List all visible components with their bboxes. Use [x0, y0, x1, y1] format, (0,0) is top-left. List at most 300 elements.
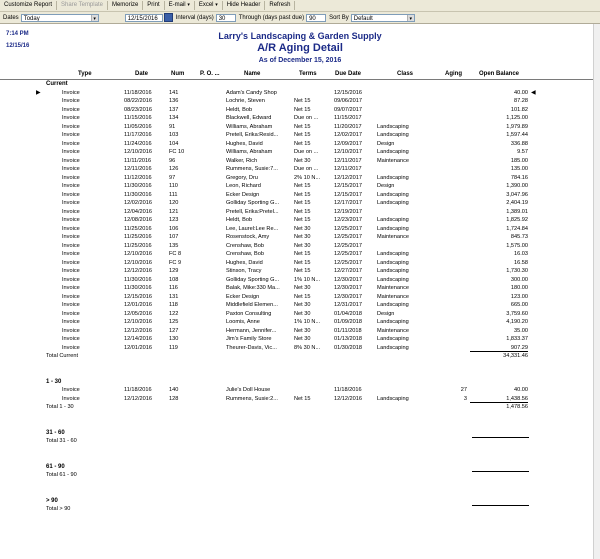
cell-class: Landscaping — [377, 200, 409, 206]
cell-type: Invoice — [62, 387, 80, 393]
spacer — [0, 454, 600, 463]
cell-due-date: 12/09/2017 — [334, 140, 362, 147]
cell-open-balance: 1,979.89 — [506, 123, 528, 130]
cell-type: Invoice — [62, 251, 80, 257]
table-row[interactable] — [0, 233, 600, 242]
cell-num: 104 — [169, 140, 179, 147]
section-header-range-61-90 — [0, 463, 600, 472]
chevron-down-icon: ▾ — [215, 2, 218, 8]
cell-date: 12/10/2016 — [124, 149, 152, 155]
table-row[interactable] — [0, 318, 600, 327]
cell-type: Invoice — [62, 310, 80, 317]
cell-due-date: 12/25/2017 — [334, 251, 362, 257]
cell-open-balance: 665.00 — [510, 302, 528, 308]
cell-aging: 27 — [460, 387, 467, 393]
cell-num: 126 — [169, 166, 179, 172]
cell-type: Invoice — [62, 268, 80, 274]
vertical-scrollbar[interactable] — [593, 24, 600, 559]
cell-due-date: 12/11/2017 — [334, 157, 362, 164]
cell-num: 141 — [169, 89, 179, 96]
cell-date: 11/05/2016 — [124, 123, 152, 130]
cell-name: Rosenstock, Amy — [226, 234, 270, 240]
cell-class: Landscaping — [377, 217, 409, 223]
column-header-class[interactable]: Class — [397, 71, 414, 77]
cell-type: Invoice — [62, 140, 80, 147]
cell-class: Landscaping — [377, 174, 409, 181]
dates-select[interactable] — [21, 14, 99, 22]
cell-class: Landscaping — [377, 319, 409, 325]
total-value: 34,331.46 — [503, 353, 528, 359]
cell-num: 125 — [169, 319, 179, 325]
table-row[interactable] — [0, 225, 600, 234]
cell-terms: Net 15 — [294, 251, 311, 257]
cell-type: Invoice — [62, 174, 80, 181]
share-template-button[interactable]: Share Template — [57, 1, 108, 10]
cell-name: Rummens, Susie:2... — [226, 395, 278, 402]
cell-date: 11/24/2016 — [124, 140, 152, 147]
spacer — [0, 361, 600, 370]
report-date: 12/15/16 — [6, 43, 30, 49]
interval-field[interactable] — [216, 14, 236, 22]
table-row[interactable] — [0, 89, 600, 98]
cell-num: 137 — [169, 106, 179, 113]
cell-due-date: 01/04/2018 — [334, 310, 362, 317]
cell-type: Invoice — [62, 115, 80, 121]
cell-date: 11/25/2016 — [124, 242, 152, 249]
cell-type: Invoice — [62, 344, 80, 351]
cell-class: Maintenance — [377, 285, 410, 291]
cell-num: 119 — [169, 344, 178, 351]
cell-type: Invoice — [62, 123, 80, 130]
cell-class: Landscaping — [377, 132, 409, 138]
table-row[interactable] — [0, 259, 600, 268]
customize-report-button[interactable]: Customize Report — [0, 1, 57, 10]
cell-due-date: 09/07/2017 — [334, 106, 362, 113]
table-row[interactable] — [0, 395, 600, 404]
cell-date: 12/14/2016 — [124, 336, 152, 342]
cell-terms: Net 30 — [294, 310, 311, 317]
column-header-open-balance[interactable]: Open Balance — [479, 71, 520, 77]
section-label: 61 - 90 — [46, 463, 65, 470]
cell-terms: Net 30 — [294, 327, 311, 334]
section-label: 31 - 60 — [46, 429, 65, 436]
cell-due-date: 11/15/2017 — [334, 115, 362, 121]
cell-terms: Net 15 — [294, 191, 311, 198]
chevron-down-icon: ▾ — [407, 15, 414, 21]
cell-class: Landscaping — [377, 336, 409, 342]
cell-date: 08/22/2016 — [124, 98, 152, 104]
sortby-value: Default — [353, 15, 373, 22]
cell-num: 136 — [169, 98, 179, 104]
cell-class: Landscaping — [377, 302, 409, 308]
cell-date: 11/25/2016 — [124, 234, 152, 240]
cell-open-balance: 185.00 — [510, 157, 528, 164]
report-toolbar — [0, 0, 600, 12]
table-row[interactable] — [0, 276, 600, 285]
table-row[interactable] — [0, 191, 600, 200]
column-header-terms[interactable]: Terms — [299, 71, 317, 77]
cell-name: Stinson, Tracy — [226, 268, 262, 274]
column-header-due-date[interactable]: Due Date — [335, 71, 362, 77]
cell-num: 129 — [169, 268, 179, 274]
chevron-down-icon: ▾ — [187, 2, 190, 8]
cell-num: 106 — [169, 225, 179, 232]
cell-terms: Net 30 — [294, 285, 311, 291]
cell-class: Landscaping — [377, 395, 409, 402]
cell-due-date: 12/30/2017 — [334, 285, 362, 291]
cell-open-balance: 4,190.20 — [506, 319, 528, 325]
table-row[interactable] — [0, 97, 600, 106]
cell-date: 11/15/2016 — [124, 115, 152, 121]
cell-due-date: 12/31/2017 — [334, 302, 362, 308]
cell-open-balance: 40.00 — [514, 387, 528, 393]
total-label: Total Current — [46, 353, 79, 359]
column-header-aging[interactable]: Aging — [445, 71, 462, 77]
table-row[interactable] — [0, 344, 600, 353]
cell-due-date: 12/15/2017 — [334, 191, 362, 198]
cell-num: 135 — [169, 242, 179, 249]
cell-date: 12/05/2016 — [124, 310, 152, 317]
cell-num: FC 8 — [169, 251, 182, 257]
cell-num: 107 — [169, 234, 179, 240]
cell-type: Invoice — [62, 98, 80, 104]
cell-name: Theurer-Davis, Vic... — [226, 344, 277, 351]
sortby-label: Sort By — [329, 14, 349, 21]
table-row[interactable] — [0, 140, 600, 149]
table-row[interactable] — [0, 106, 600, 115]
spacer — [0, 488, 600, 497]
email-label: E-mail — [168, 2, 186, 8]
cell-num: 123 — [169, 217, 179, 223]
cell-due-date: 12/15/2017 — [334, 183, 362, 189]
hide-header-button[interactable]: Hide Header — [223, 1, 266, 10]
cell-class: Landscaping — [377, 344, 409, 351]
cell-name: Ecker Design — [226, 293, 260, 300]
cell-terms: Net 15 — [294, 259, 311, 266]
cell-num: 108 — [169, 276, 179, 283]
cell-num: 130 — [169, 336, 179, 342]
refresh-button[interactable]: Refresh — [265, 1, 295, 10]
cell-terms: Due on ... — [294, 166, 319, 172]
cell-type: Invoice — [62, 217, 80, 223]
table-row[interactable] — [0, 242, 600, 251]
cell-due-date: 12/30/2017 — [334, 293, 362, 300]
cell-name: Crenshaw, Bob — [226, 242, 264, 249]
cell-date: 12/15/2016 — [124, 293, 152, 300]
cell-class: Landscaping — [377, 276, 409, 283]
cell-num: 91 — [169, 123, 176, 130]
cell-due-date: 12/25/2017 — [334, 259, 362, 266]
cell-open-balance: 845.73 — [510, 234, 528, 240]
cell-terms: Net 30 — [294, 242, 311, 249]
table-row[interactable] — [0, 386, 600, 395]
table-row[interactable] — [0, 157, 600, 166]
cell-date: 11/30/2016 — [124, 183, 152, 189]
cell-terms: Due on ... — [294, 115, 319, 121]
cell-class: Landscaping — [377, 149, 409, 155]
report-as-of: As of December 15, 2016 — [258, 57, 342, 64]
cell-open-balance: 336.88 — [510, 140, 528, 147]
cell-open-balance: 87.28 — [514, 98, 528, 104]
cell-num: FC 9 — [169, 259, 182, 266]
cell-open-balance: 1,724.84 — [506, 225, 528, 232]
cell-name: Heldt, Bob — [226, 106, 253, 113]
column-header-row — [0, 71, 600, 80]
cell-date: 12/10/2016 — [124, 319, 152, 325]
cell-open-balance: 16.03 — [514, 251, 528, 257]
row-pointer-icon: ◀ — [531, 89, 536, 96]
column-header-type[interactable]: Type — [78, 71, 92, 77]
cell-date: 11/17/2016 — [124, 132, 152, 138]
section-label: Current — [46, 81, 68, 87]
total-divider — [472, 437, 529, 438]
total-row-range-over-90 — [0, 505, 600, 514]
cell-name: Balak, Mike:330 Ma... — [226, 285, 280, 291]
spacer — [0, 369, 600, 378]
cell-type: Invoice — [62, 106, 80, 113]
report-title: A/R Aging Detail — [257, 42, 343, 54]
cell-class: Landscaping — [377, 268, 409, 274]
section-header-range-31-60 — [0, 429, 600, 438]
cell-open-balance: 1,833.37 — [506, 336, 528, 342]
cell-name: Julie's Doll House — [226, 387, 271, 393]
cell-due-date: 01/11/2018 — [334, 327, 362, 334]
total-label: Total > 90 — [46, 506, 71, 512]
cell-name: Gregory, Dru — [226, 174, 258, 181]
section-label: > 90 — [46, 497, 58, 504]
cell-name: Williams, Abraham — [226, 149, 273, 155]
cell-open-balance: 1,825.92 — [506, 217, 528, 223]
calendar-icon[interactable] — [164, 13, 173, 22]
cell-name: Williams, Abraham — [226, 123, 273, 130]
cell-open-balance: 3,047.96 — [506, 191, 528, 198]
cell-name: Adam's Candy Shop — [226, 89, 277, 96]
date-value: 12/15/2016 — [127, 15, 158, 22]
cell-open-balance: 101.82 — [510, 106, 528, 113]
cell-date: 12/02/2016 — [124, 200, 152, 206]
total-row-current — [0, 352, 600, 361]
table-row[interactable] — [0, 335, 600, 344]
cell-open-balance: 3,759.60 — [506, 310, 528, 317]
table-row[interactable] — [0, 123, 600, 132]
cell-terms: 2% 10 N... — [294, 174, 321, 181]
table-row[interactable] — [0, 114, 600, 123]
through-field[interactable] — [306, 14, 326, 22]
cell-terms: Net 15 — [294, 208, 311, 215]
excel-menu-button[interactable] — [195, 1, 223, 10]
report-time: 7:14 PM — [6, 31, 29, 37]
cell-date: 12/04/2016 — [124, 208, 152, 215]
column-header-date[interactable]: Date — [135, 71, 149, 77]
cell-num: FC 10 — [169, 149, 185, 155]
section-header-current — [0, 80, 600, 89]
total-row-range-31-60 — [0, 437, 600, 446]
print-button[interactable]: Print — [143, 1, 164, 10]
cell-date: 11/30/2016 — [124, 191, 152, 198]
cell-due-date: 01/09/2018 — [334, 319, 362, 325]
table-row[interactable] — [0, 327, 600, 336]
cell-class: Maintenance — [377, 234, 410, 240]
cell-terms: 8% 30 N... — [294, 344, 321, 351]
table-row[interactable] — [0, 284, 600, 293]
cell-class: Design — [377, 140, 395, 147]
cell-name: Pretell, Erika:Resid... — [226, 132, 279, 138]
cell-name: Loomis, Anne — [226, 319, 260, 325]
table-row[interactable] — [0, 131, 600, 140]
cell-due-date: 12/17/2017 — [334, 200, 362, 206]
total-divider — [472, 471, 529, 472]
table-row[interactable] — [0, 182, 600, 191]
cell-date: 11/18/2016 — [124, 89, 152, 96]
cell-num: 134 — [169, 115, 179, 121]
email-menu-button[interactable] — [165, 1, 195, 10]
cell-name: Golliday Sporting G... — [226, 200, 280, 206]
cell-type: Invoice — [62, 89, 80, 96]
cell-open-balance: 2,404.19 — [506, 200, 528, 206]
cell-type: Invoice — [62, 166, 80, 172]
dates-label: Dates — [3, 14, 19, 21]
cell-date: 12/10/2016 — [124, 259, 152, 266]
chevron-down-icon: ▾ — [91, 15, 98, 21]
cell-num: 97 — [169, 174, 176, 181]
cell-name: Crenshaw, Bob — [226, 251, 264, 257]
cell-open-balance: 35.00 — [514, 327, 528, 334]
spacer — [0, 514, 600, 523]
through-label: Through (days past due) — [238, 14, 305, 21]
cell-date: 12/01/2016 — [124, 344, 152, 351]
cell-type: Invoice — [62, 259, 80, 266]
table-row[interactable] — [0, 216, 600, 225]
date-field[interactable] — [125, 14, 163, 22]
cell-date: 08/23/2016 — [124, 106, 152, 113]
dates-value: Today — [23, 15, 40, 22]
cell-due-date: 12/23/2017 — [334, 217, 362, 223]
table-row[interactable] — [0, 199, 600, 208]
table-row[interactable] — [0, 165, 600, 174]
cell-name: Hermann, Jennifer... — [226, 327, 277, 334]
column-header-po[interactable]: P. O. ... — [200, 71, 220, 77]
cell-num: 127 — [169, 327, 179, 334]
cell-num: 96 — [169, 157, 176, 164]
cell-date: 11/11/2016 — [124, 157, 152, 164]
total-value: 1,478.56 — [506, 404, 528, 410]
cell-name: Hughes, David — [226, 140, 263, 147]
cell-terms: Net 15 — [294, 183, 311, 189]
cell-num: 121 — [169, 208, 179, 215]
cell-type: Invoice — [62, 395, 80, 402]
through-value: 90 — [309, 15, 316, 22]
total-row-range-1-30 — [0, 403, 600, 412]
cell-due-date: 09/06/2017 — [334, 98, 362, 104]
cell-due-date: 12/12/2017 — [334, 174, 362, 181]
table-row[interactable] — [0, 208, 600, 217]
cell-name: Golliday Sporting G... — [226, 276, 280, 283]
section-label: 1 - 30 — [46, 378, 62, 385]
table-row[interactable] — [0, 301, 600, 310]
cell-terms: Net 15 — [294, 217, 311, 223]
cell-open-balance: 907.29 — [470, 345, 528, 352]
cell-terms: Net 15 — [294, 98, 311, 104]
cell-type: Invoice — [62, 191, 80, 198]
cell-date: 12/12/2016 — [124, 268, 152, 274]
cell-class: Design — [377, 183, 395, 189]
cell-name: Ecker Design — [226, 191, 260, 198]
cell-type: Invoice — [62, 183, 80, 189]
cell-due-date: 11/20/2017 — [334, 123, 362, 130]
memorize-button[interactable]: Memorize — [108, 1, 143, 10]
cell-class: Landscaping — [377, 259, 409, 266]
cell-num: 111 — [169, 191, 178, 198]
cell-date: 11/18/2016 — [124, 387, 152, 393]
cell-terms: Net 15 — [294, 140, 311, 147]
cell-terms: Net 30 — [294, 234, 311, 240]
cell-num: 110 — [169, 183, 178, 189]
cell-name: Middlefield Elemen... — [226, 302, 278, 308]
cell-terms: Net 15 — [294, 123, 311, 130]
company-name: Larry's Landscaping & Garden Supply — [218, 31, 382, 41]
cell-open-balance: 1,730.30 — [506, 268, 528, 274]
cell-open-balance: 1,125.00 — [506, 115, 528, 121]
cell-type: Invoice — [62, 225, 80, 232]
spacer — [0, 446, 600, 455]
row-pointer-icon: ▶ — [36, 89, 41, 96]
cell-date: 12/12/2016 — [124, 395, 152, 402]
column-header-name[interactable]: Name — [244, 71, 261, 77]
cell-num: 131 — [169, 293, 179, 300]
cell-open-balance: 9.57 — [517, 149, 528, 155]
cell-due-date: 12/25/2017 — [334, 234, 362, 240]
total-label: Total 31 - 60 — [46, 438, 77, 444]
cell-type: Invoice — [62, 208, 80, 215]
spacer — [0, 420, 600, 429]
cell-date: 11/25/2016 — [124, 225, 152, 232]
cell-class: Landscaping — [377, 123, 409, 130]
table-row[interactable] — [0, 293, 600, 302]
cell-terms: Net 15 — [294, 268, 311, 274]
spacer — [0, 522, 600, 531]
table-row[interactable] — [0, 310, 600, 319]
table-row[interactable] — [0, 174, 600, 183]
cell-open-balance: 1,389.01 — [506, 208, 528, 215]
column-header-num[interactable]: Num — [171, 71, 185, 77]
section-header-range-over-90 — [0, 497, 600, 506]
cell-terms: Net 30 — [294, 302, 311, 308]
table-row[interactable] — [0, 250, 600, 259]
cell-type: Invoice — [62, 293, 80, 300]
cell-date: 11/12/2016 — [124, 174, 152, 181]
cell-open-balance: 40.00 — [514, 89, 528, 96]
cell-type: Invoice — [62, 242, 80, 249]
cell-name: Leon, Richard — [226, 183, 261, 189]
sortby-select[interactable] — [351, 14, 415, 22]
table-row[interactable] — [0, 148, 600, 157]
cell-num: 118 — [169, 302, 178, 308]
total-label: Total 61 - 90 — [46, 472, 77, 478]
cell-name: Rummens, Susie:7... — [226, 166, 278, 172]
spacer — [0, 480, 600, 489]
cell-name: Lee, Laurel:Lee Re... — [226, 225, 279, 232]
cell-num: 103 — [169, 132, 179, 138]
cell-terms: 1% 10 N... — [294, 319, 321, 325]
cell-terms: Net 15 — [294, 132, 311, 138]
table-row[interactable] — [0, 267, 600, 276]
excel-label: Excel — [198, 2, 214, 8]
report-body — [0, 80, 600, 531]
cell-type: Invoice — [62, 319, 80, 325]
cell-num: 140 — [169, 387, 179, 393]
cell-due-date: 12/15/2016 — [334, 89, 362, 96]
cell-open-balance: 1,438.56 — [470, 396, 528, 403]
